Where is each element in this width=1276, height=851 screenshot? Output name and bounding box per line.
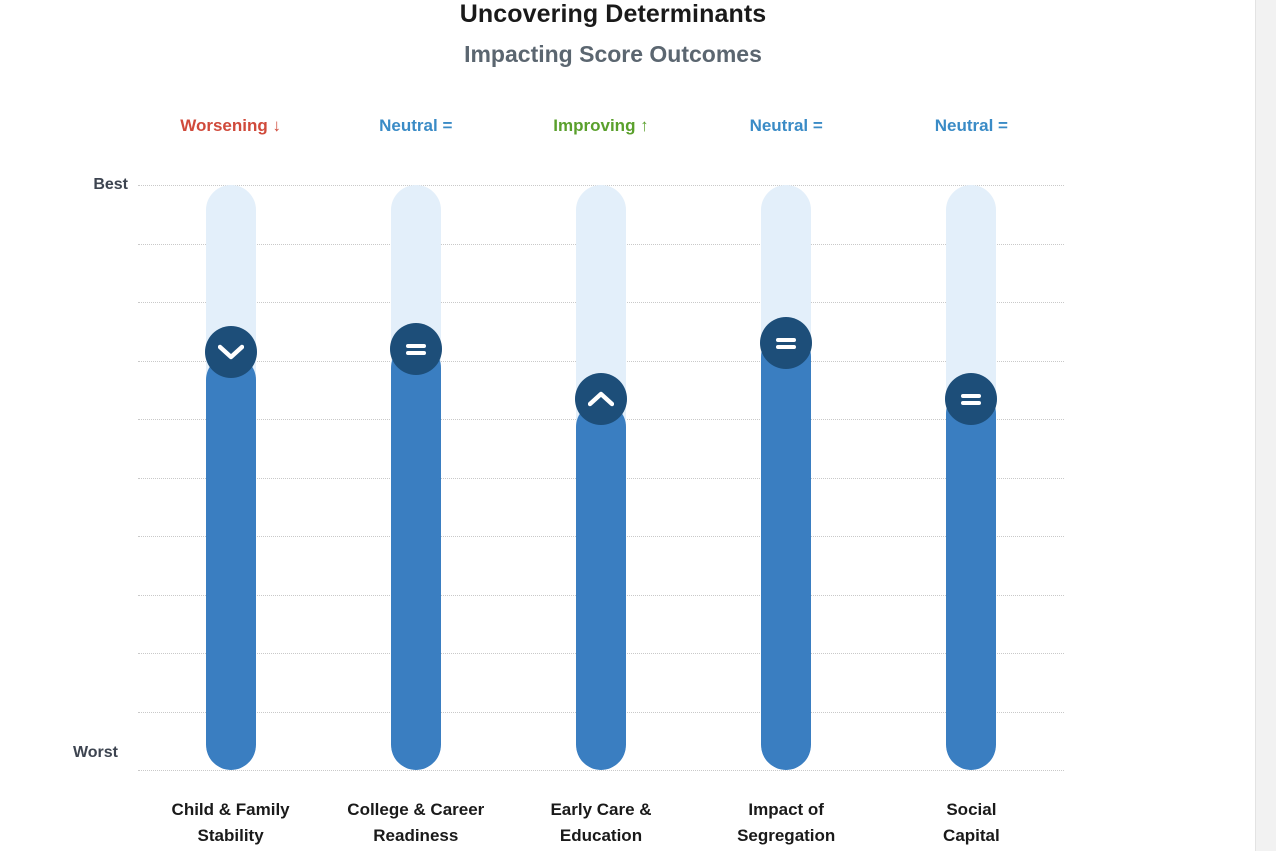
category-label-line1: Early Care & [550,800,652,819]
page-subtitle: Impacting Score Outcomes [464,41,762,67]
bar-column-impact-of-segregation[interactable] [694,185,879,770]
bar-column-college-career-readiness[interactable] [323,185,508,770]
category-label-line1: Child & Family [171,800,290,819]
category-label-line1: Social [946,800,997,819]
bar-column-child-family-stability[interactable] [138,185,323,770]
category-label-line2: Stability [197,826,264,845]
bar-track [206,185,256,770]
bar-track [391,185,441,770]
gridline [138,770,1064,771]
bar-fill [946,389,996,770]
bar-fill [206,355,256,770]
category-label-3 [681,797,891,849]
trend-label-4: Neutral = [934,116,1008,135]
bar-fill [391,343,441,770]
category-label-line2: Readiness [373,826,459,845]
bar-fill [576,402,626,770]
equals-icon [945,373,997,425]
trend-label-2: Improving ↑ [553,116,649,135]
equals-icon [390,323,442,375]
page-title: Uncovering Determinants [459,0,767,28]
bar-track [761,185,811,770]
chevron-up-icon [575,373,627,425]
bar-column-early-care-education[interactable] [508,185,693,770]
chevron-down-icon [205,326,257,378]
bar-track [576,185,626,770]
category-label-line2: Capital [943,826,1000,845]
axis-label-worst: Worst [72,744,118,761]
title-block [0,0,1226,70]
category-label-line2: Education [559,826,643,845]
category-label-line2: Segregation [737,826,836,845]
category-label-line1: Impact of [748,800,824,819]
category-label-0 [126,797,336,849]
bar-track [946,185,996,770]
trend-label-3: Neutral = [749,116,823,135]
bar-fill [761,332,811,770]
axis-label-best: Best [93,176,128,193]
equals-icon [760,317,812,369]
bar-column-social-capital[interactable] [879,185,1064,770]
trend-label-0: Worsening ↓ [180,116,281,135]
category-label-2 [496,797,706,849]
category-label-4 [866,797,1076,849]
category-label-line1: College & Career [347,800,485,819]
category-label-1 [311,797,521,849]
trend-label-1: Neutral = [379,116,453,135]
page-right-margin [1255,0,1276,851]
plot-area [138,185,1064,770]
